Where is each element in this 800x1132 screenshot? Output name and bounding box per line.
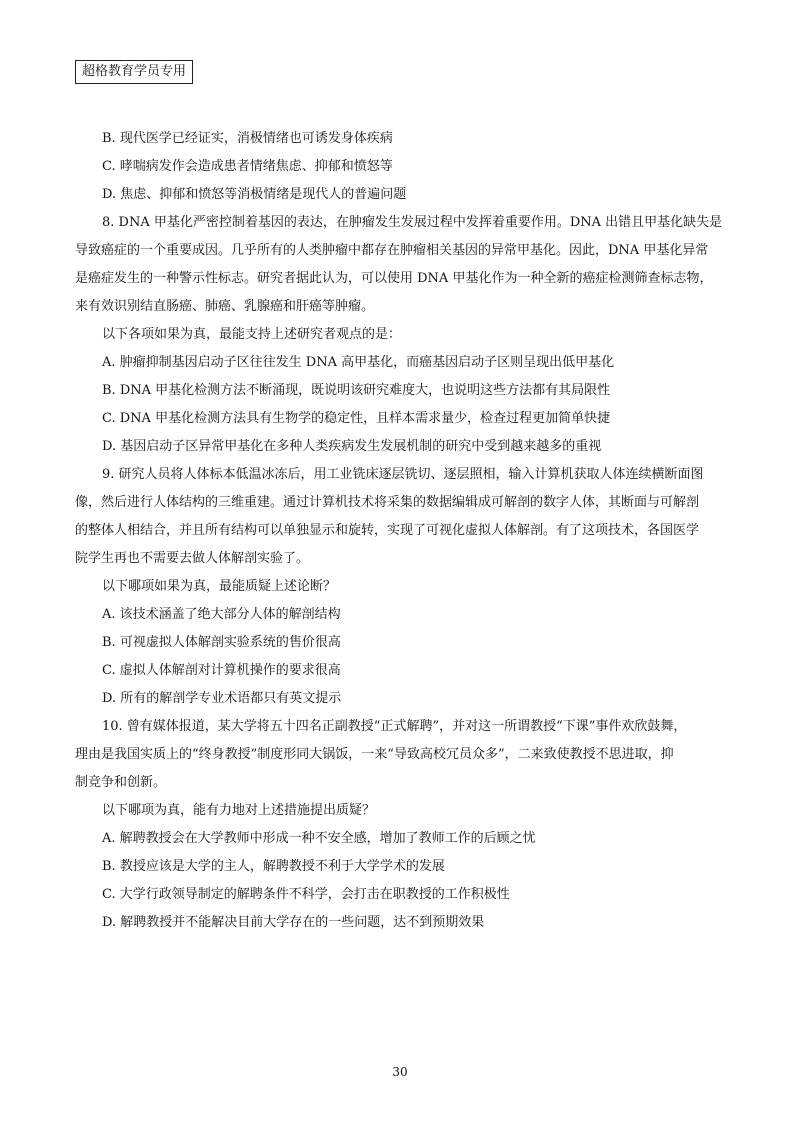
question-8-prompt: 以下各项如果为真，最能支持上述研究者观点的是： — [102, 327, 402, 342]
question-9-stem: 像，然后进行人体结构的三维重建。通过计算机技术将采集的数据编辑成可解剖的数字人体，其断面与可解剖 — [75, 495, 700, 510]
document-body — [75, 125, 725, 937]
question-8-stem: 8. DNA 甲基化严密控制着基因的表达，在肿瘤发生发展过程中发挥着重要作用。DNA 出错且甲基化缺失是 — [102, 215, 723, 230]
question-8-stem: 导致癌症的一个重要成因。几乎所有的人类肿瘤中都存在肿瘤相关基因的异常甲基化。因此，DNA 甲基化异常 — [75, 243, 709, 258]
question-10-stem: 制竞争和创新。 — [75, 775, 167, 790]
question-9-stem: 院学生再也不需要去做人体解剖实验了。 — [75, 551, 310, 566]
question-10-option: B. 教授应该是大学的主人，解聘教授不利于大学学术的发展 — [102, 859, 445, 874]
page-number: 30 — [392, 1065, 408, 1079]
question-8-stem: 是癌症发生的一种警示性标志。研究者据此认为，可以使用 DNA 甲基化作为一种全新的癌症检测筛查标志物， — [75, 271, 713, 286]
option-line: C. 哮喘病发作会造成患者情绪焦虑、抑郁和愤怒等 — [102, 159, 393, 174]
question-8-stem: 来有效识别结直肠癌、肺癌、乳腺癌和肝癌等肿瘤。 — [75, 299, 375, 314]
option-line: B. 现代医学已经证实，消极情绪也可诱发身体疾病 — [102, 131, 393, 146]
question-9-option: A. 该技术涵盖了绝大部分人体的解剖结构 — [102, 607, 341, 622]
question-9-stem: 9. 研究人员将人体标本低温冰冻后，用工业铣床逐层铣切、逐层照相，输入计算机获取人体连续横断面图 — [102, 467, 704, 482]
question-9-option: D. 所有的解剖学专业术语都只有英文提示 — [102, 691, 342, 706]
question-10-prompt: 以下哪项为真，能有力地对上述措施提出质疑？ — [102, 803, 376, 818]
question-8-option: C. DNA 甲基化检测方法具有生物学的稳定性，且样本需求量少，检查过程更加简单快捷 — [102, 411, 611, 426]
question-9-option: C. 虚拟人体解剖对计算机操作的要求很高 — [102, 663, 341, 678]
question-10-option: A. 解聘教授会在大学教师中形成一种不安全感，增加了教师工作的后顾之忧 — [102, 831, 536, 846]
question-9-stem: 的整体人相结合，并且所有结构可以单独显示和旋转，实现了可视化虚拟人体解剖。有了这项技术，各国医学 — [75, 523, 700, 538]
question-8-option: B. DNA 甲基化检测方法不断涌现，既说明该研究难度大，也说明这些方法都有其局限性 — [102, 383, 611, 398]
question-10-option: C. 大学行政领导制定的解聘条件不科学，会打击在职教授的工作积极性 — [102, 887, 510, 902]
question-8-option: D. 基因启动子区异常甲基化在多种人类疾病发生发展机制的研究中受到越来越多的重视 — [102, 439, 602, 454]
question-10-stem: 10. 曾有媒体报道，某大学将五十四名正副教授“正式解聘”，并对这一所谓教授“下课”事件欢欣鼓舞， — [102, 719, 687, 734]
question-9-option: B. 可视虚拟人体解剖实验系统的售价很高 — [102, 635, 341, 650]
question-8-option: A. 肿瘤抑制基因启动子区往往发生 DNA 高甲基化，而癌基因启动子区则呈现出低甲基化 — [102, 355, 615, 370]
question-9-prompt: 以下哪项如果为真，最能质疑上述论断？ — [102, 579, 337, 594]
question-10-stem: 理由是我国实质上的“终身教授”制度形同大锅饭，一来“导致高校冗员众多”，二来致使教授不思进取，抑 — [75, 747, 674, 762]
header-label: 超格教育学员专用 — [75, 60, 193, 84]
question-10-option: D. 解聘教授并不能解决目前大学存在的一些问题，达不到预期效果 — [102, 915, 485, 930]
option-line: D. 焦虑、抑郁和愤怒等消极情绪是现代人的普遍问题 — [102, 187, 407, 202]
